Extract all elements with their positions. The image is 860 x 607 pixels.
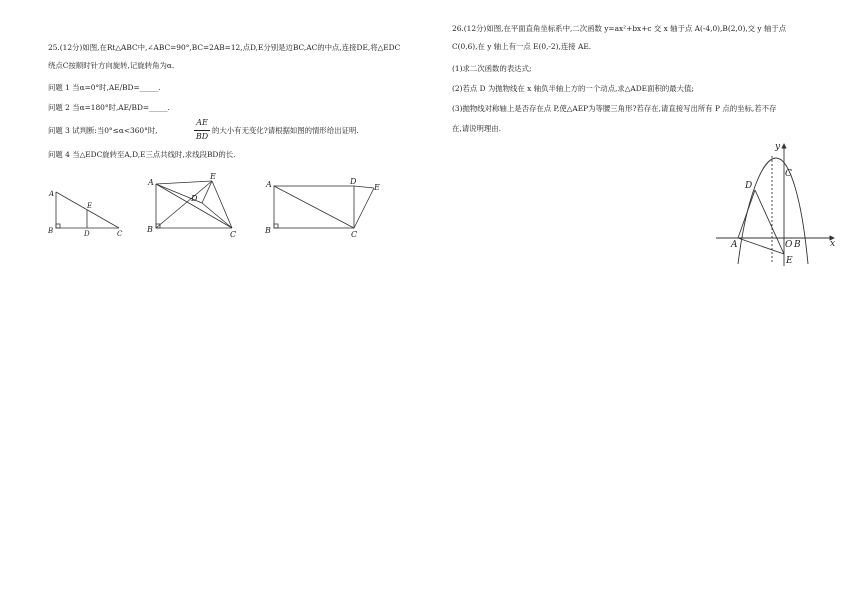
graph-label-x: x: [830, 239, 836, 249]
fig1-label-c: C: [117, 230, 123, 238]
fig3-label-d: D: [350, 177, 357, 186]
fig1-label-e: E: [87, 202, 93, 210]
q26-line1: 26.(12分)如图,在平面直角坐标系中,二次函数 y=ax²+bx+c 交 x 轴于点 A(-4,0),B(2,0),交 y 轴于点: [452, 24, 787, 33]
fig3-label-e: E: [374, 183, 380, 192]
graph-label-a: A: [731, 240, 738, 250]
graph-label-y: y: [775, 142, 781, 152]
fig3-label-a: A: [266, 180, 272, 189]
fig2-label-e: E: [210, 172, 216, 181]
fig2-label-b: B: [147, 225, 153, 234]
q26-sub1: (1)求二次函数的表达式;: [452, 64, 532, 73]
figure-1: [44, 186, 128, 238]
parabola-graph: [712, 140, 842, 268]
fig1-label-b: B: [48, 227, 54, 235]
fig1-label-a: A: [49, 190, 55, 198]
q25-problem2: 问题 2 当α=180°时,AE/BD=_____.: [48, 103, 170, 112]
fig2-label-c: C: [230, 230, 237, 239]
q25-line1: 25.(12分)如图,在Rt△ABC中,∠ABC=90°,BC=2AB=12,点D,E分别是边BC,AC的中点,连接DE,将△EDC: [48, 43, 401, 52]
fig3-label-b: B: [265, 226, 271, 235]
q25-problem3-lead: 问题 3 试判断:当0°≤α<360°时,: [48, 126, 158, 135]
q26-sub3-line2: 在,请说明理由.: [452, 124, 502, 133]
q25-problem4: 问题 4 当△EDC旋转至A,D,E三点共线时,求线段BD的长.: [48, 150, 236, 159]
graph-label-b: B: [794, 240, 801, 250]
q26-sub3-line1: (3)抛物线对称轴上是否存在点 P,使△AEP为等腰三角形?若存在,请直接写出所有 P 点的坐标,若不存: [452, 104, 777, 113]
q26-sub2: (2)若点 D 为抛物线在 x 轴负半轴上方的一个动点,求△ADE面积的最大值;: [452, 84, 694, 93]
q25-line2: 绕点C按顺时针方向旋转,记旋转角为α.: [48, 61, 175, 70]
graph-label-c: C: [785, 169, 792, 179]
graph-label-e: E: [786, 256, 793, 266]
fig1-label-d: D: [84, 230, 90, 238]
fraction-bar: [194, 130, 210, 131]
fig2-label-d: D: [191, 194, 198, 203]
graph-label-d: D: [745, 181, 753, 191]
figure-2: [144, 170, 244, 242]
q26-line2: C(0,6),在 y 轴上有一点 E(0,-2),连接 AE.: [452, 42, 592, 51]
fig2-label-a: A: [148, 178, 154, 187]
fraction-denominator: BD: [195, 132, 209, 141]
q25-problem1: 问题 1 当α=0°时,AE/BD=_____.: [48, 83, 161, 92]
fig3-label-c: C: [351, 230, 358, 239]
q25-problem3-tail: 的大小有无变化?请根据如图的情形给出证明.: [212, 126, 359, 135]
fraction-numerator: AE: [196, 118, 208, 127]
figure-3: [262, 174, 390, 242]
graph-label-o: O: [785, 240, 793, 250]
